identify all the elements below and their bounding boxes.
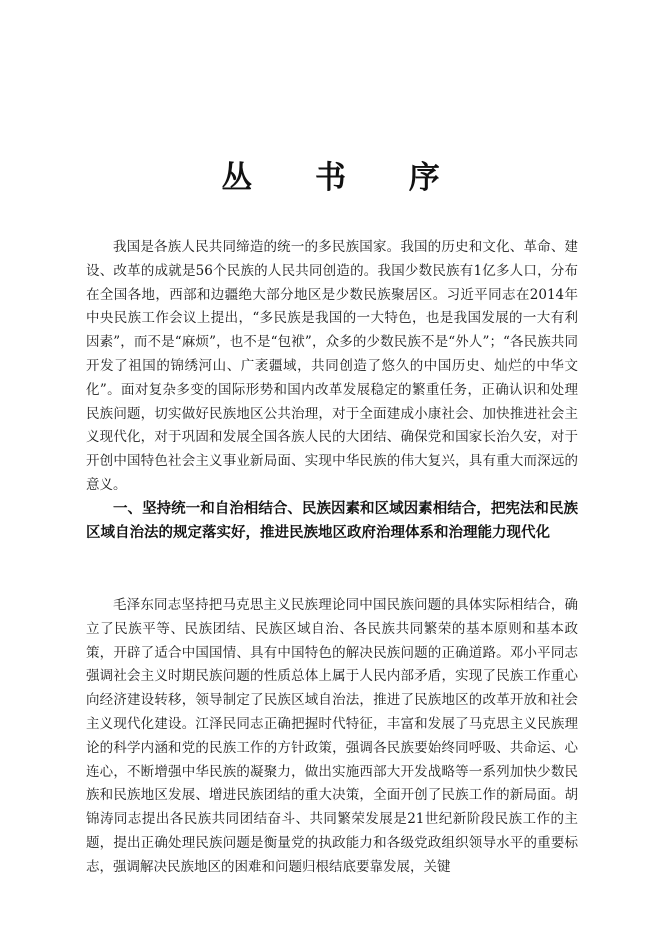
section-heading: 一、坚持统一和自治相结合、民族因素和区域因素相结合，把宪法和民族区域自治法的规定落实好，推进民族地区政府治理体系和治理能力现代化 <box>86 501 578 541</box>
intro-paragraph: 我国是各族人民共同缔造的统一的多民族国家。我国的历史和文化、革命、建设、改革的成就是56个民族的人民共同创造的。我国少数民族有1亿多人口，分布在全国各地，西部和边疆绝大部分地区是少数民族聚居区。习近平同志在2014年中央民族工作会议上提出，“多民族是我国的一大特色，也是我国发展的一大有利因素”，而不是“麻烦”，也不是“包袱”，众多的少数民族不是“外人”；“各民族共同开发了祖国的锦绣河山、广袤疆域，共同创造了悠久的中国历史、灿烂的中华文化”。面对复杂多变的国际形势和国内改革发展稳定的繁重任务，正确认识和处理民族问题，切实做好民族地区公共治理，对于全面建成小康社会、加快推进社会主义现代化，对于巩固和发展全国各族人民的大团结、确保党和国家长治久安，对于开创中国特色社会主义事业新局面、实现中华民族的伟大复兴，具有重大而深远的意义。 <box>86 239 578 493</box>
page-title: 丛 书 序 <box>221 160 466 196</box>
section-paragraph: 毛泽东同志坚持把马克思主义民族理论同中国民族问题的具体实际相结合，确立了民族平等、民族团结、民族区域自治、各民族共同繁荣的基本原则和基本政策，开辟了适合中国国情、具有中国特色的解决民族问题的正确道路。邓小平同志强调社会主义时期民族问题的性质总体上属于人民内部矛盾，实现了民族工作重心向经济建设转移，领导制定了民族区域自治法，推进了民族地区的改革开放和社会主义现代化建设。江泽民同志正确把握时代特征，丰富和发展了马克思主义民族理论的科学内涵和党的民族工作的方针政策，强调各民族要始终同呼吸、共命运、心连心，不断增强中华民族的凝聚力，做出实施西部大开发战略等一系列加快少数民族和民族地区发展、增进民族团结的重大决策，全面开创了民族工作的新局面。胡锦涛同志提出各民族共同团结奋斗、共同繁荣发展是21世纪新阶段民族工作的主题，提出正确处理民族问题是衡量党的执政能力和各级党政组织领导水平的重要标志，强调解决民族地区的困难和问题归根结底要靠发展，关键 <box>86 597 578 875</box>
